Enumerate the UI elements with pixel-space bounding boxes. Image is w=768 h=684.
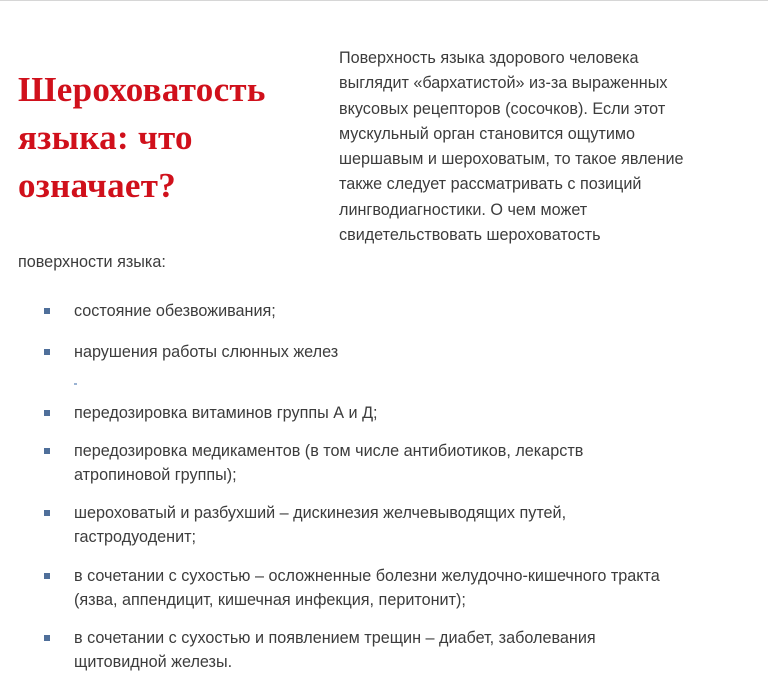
square-bullet-icon: [44, 349, 50, 355]
square-bullet-icon: [44, 448, 50, 454]
article-title: Шероховатость языка: что означает?: [18, 70, 266, 205]
list-item-text: в сочетании с сухостью и появлением трещин – диабет, заболевания щитовидной железы.: [74, 629, 596, 671]
list-item-text: передозировка витаминов группы А и Д;: [74, 404, 378, 422]
list-item-text: в сочетании с сухостью – осложненные болезни желудочно-кишечного тракта (язва, аппендицит, кишечная инфекция, перитонит);: [74, 567, 660, 609]
square-bullet-icon: [44, 635, 50, 641]
square-bullet-icon: [44, 410, 50, 416]
list-item-text: состояние обезвоживания;: [74, 302, 276, 320]
decorative-dot: [74, 383, 77, 385]
list-item-text: шероховатый и разбухший – дискинезия желчевыводящих путей, гастродуоденит;: [74, 504, 567, 546]
top-divider: [0, 0, 768, 1]
list-item-text: нарушения работы слюнных желез: [74, 343, 339, 361]
intro-paragraph-continuation: поверхности языка:: [18, 253, 166, 271]
square-bullet-icon: [44, 308, 50, 314]
list-item-text: передозировка медикаментов (в том числе антибиотиков, лекарств атропиновой группы);: [74, 442, 584, 484]
square-bullet-icon: [44, 510, 50, 516]
intro-paragraph: Поверхность языка здорового человека выглядит «бархатистой» из-за выраженных вкусовых рецепторов (сосочков). Если этот мускульный орган становится ощутимо шершавым и шероховатым, то такое явление также следует рассматривать с позиций лингводиагностики. О чем может свидетельствовать шероховатость: [339, 49, 684, 245]
square-bullet-icon: [44, 573, 50, 579]
